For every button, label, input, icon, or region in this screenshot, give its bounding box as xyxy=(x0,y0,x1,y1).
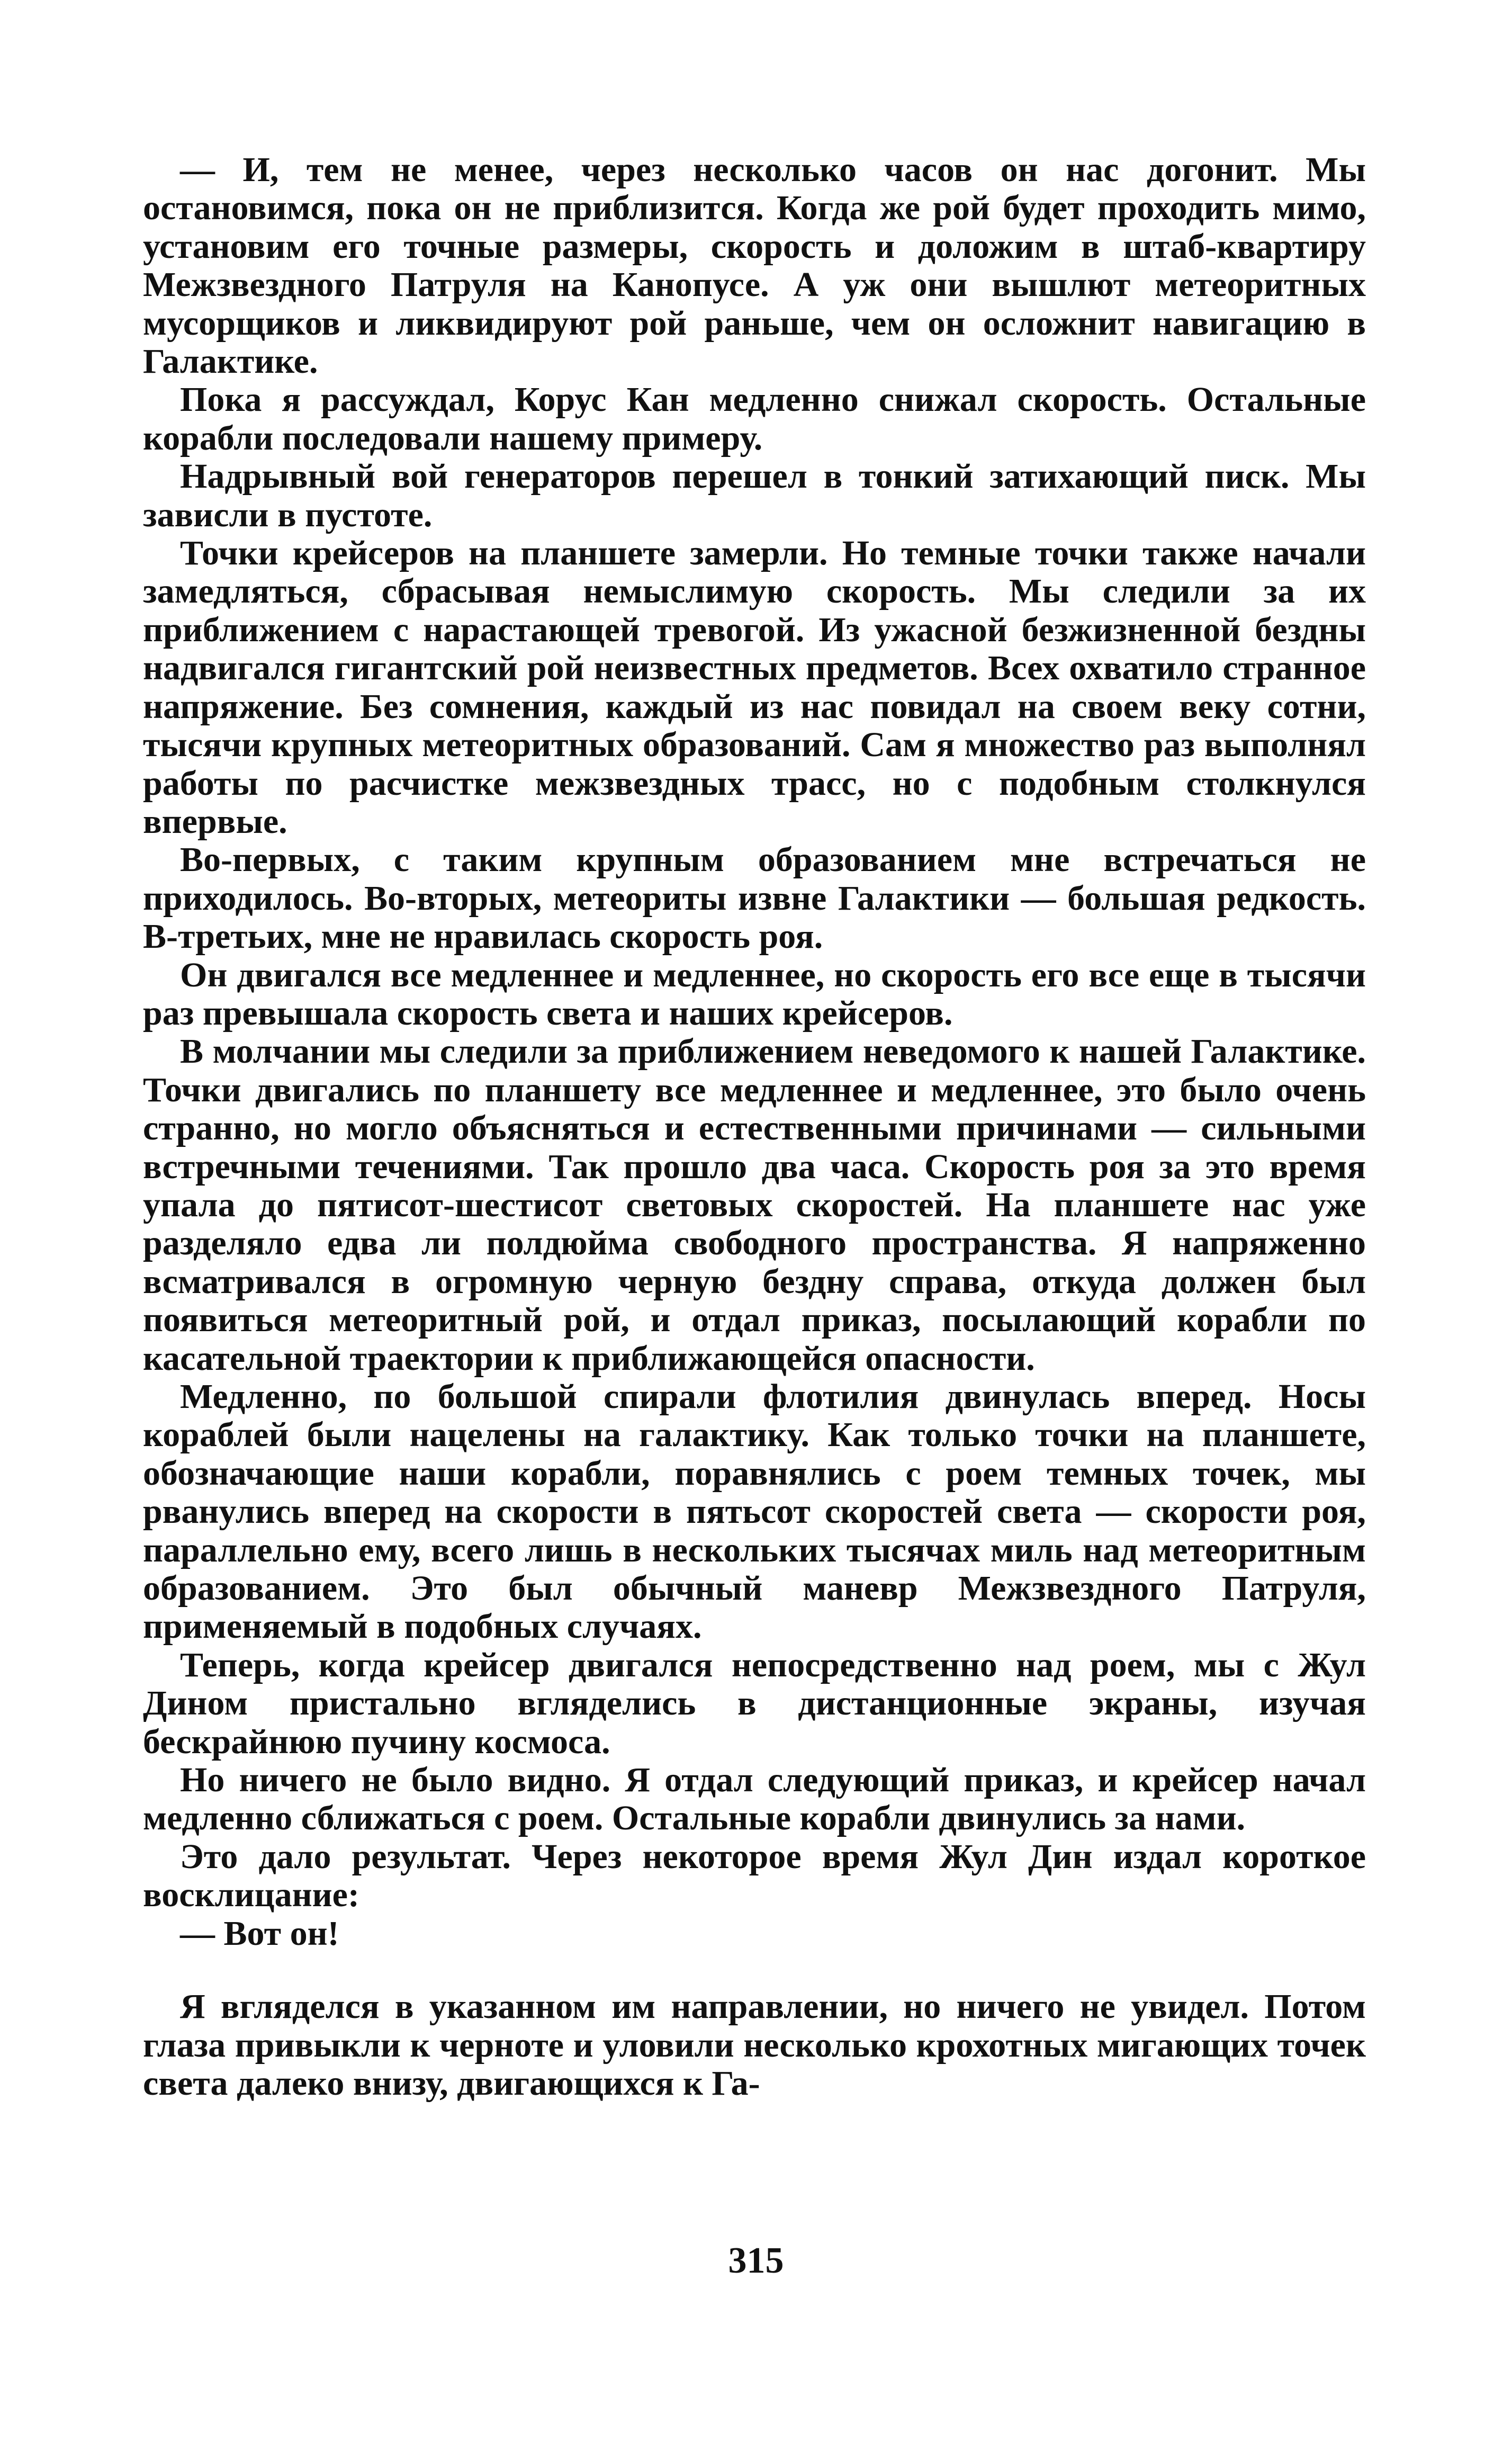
paragraph: Надрывный вой генераторов перешел в тонкий затихающий писк. Мы зависли в пустоте. xyxy=(143,457,1366,534)
paragraph: Это дало результат. Через некоторое время Жул Дин издал короткое восклицание: xyxy=(143,1837,1366,1915)
paragraph: Медленно, по большой спирали флотилия двинулась вперед. Носы кораблей были нацелены на галактику. Как только точки на планшете, обозначающие наши корабли, поравнялись с роем темных точек, мы рванулись вперед на скорости в пятьсот скоростей света — скорости роя, параллельно ему, всего лишь в нескольких тысячах миль над метеоритным образованием. Это был обычный маневр Межзвездного Патруля, применяемый в подобных случаях. xyxy=(143,1377,1366,1646)
paragraph: — И, тем не менее, через несколько часов он нас догонит. Мы остановимся, пока он не приблизится. Когда же рой будет проходить мимо, установим его точные размеры, скорость и доложим в штаб-квартиру Межзвездного Патруля на Канопусе. А уж они вышлют метеоритных мусорщиков и ликвидируют рой раньше, чем он осложнит навигацию в Галактике. xyxy=(143,150,1366,381)
page-number: 315 xyxy=(728,2240,784,2281)
paragraph: Во-первых, с таким крупным образованием мне встречаться не приходилось. Во-вторых, метеориты извне Галактики — большая редкость. В-третьих, мне не нравилась скорость роя. xyxy=(143,840,1366,956)
paragraph: Он двигался все медленнее и медленнее, но скорость его все еще в тысячи раз превышала скорость света и наших крейсеров. xyxy=(143,955,1366,1033)
paragraph: Но ничего не было видно. Я отдал следующий приказ, и крейсер начал медленно сближаться с роем. Остальные корабли двинулись за нами. xyxy=(143,1761,1366,1838)
paragraph: Пока я рассуждал, Корус Кан медленно снижал скорость. Остальные корабли последовали нашему примеру. xyxy=(143,380,1366,457)
paragraph: Теперь, когда крейсер двигался непосредственно над роем, мы с Жул Дином пристально вгляделись в дистанционные экраны, изучая бескрайнюю пучину космоса. xyxy=(143,1645,1366,1761)
paragraph: В молчании мы следили за приближением неведомого к нашей Галактике. Точки двигались по планшету все медленнее и медленнее, это было очень странно, но могло объясняться и естественными причинами — сильными встречными течениями. Так прошло два часа. Скорость роя за это время упала до пятисот-шестисот световых скоростей. На планшете нас уже разделяло едва ли полдюйма свободного пространства. Я напряженно всматривался в огромную черную бездну справа, откуда должен был появиться метеоритный рой, и отдал приказ, посылающий корабли по касательной траектории к приближающейся опасности. xyxy=(143,1032,1366,1378)
section-gap xyxy=(143,1953,1366,1988)
dialogue-line: — Вот он! xyxy=(180,1914,339,1953)
body-text xyxy=(143,151,1366,2103)
paragraph: Точки крейсеров на планшете замерли. Но темные точки также начали замедляться, сбрасывая немыслимую скорость. Мы следили за их приближением с нарастающей тревогой. Из ужасной безжизненной бездны надвигался гигантский рой неизвестных предметов. Всех охватило странное напряжение. Без сомнения, каждый из нас повидал на своем веку сотни, тысячи крупных метеоритных образований. Сам я множество раз выполнял работы по расчистке межзвездных трасс, но с подобным столкнулся впервые. xyxy=(143,534,1366,841)
paragraph: Я вгляделся в указанном им направлении, но ничего не увидел. Потом глаза привыкли к черноте и уловили несколько крохотных мигающих точек света далеко внизу, двигающихся к Га- xyxy=(143,1987,1366,2103)
